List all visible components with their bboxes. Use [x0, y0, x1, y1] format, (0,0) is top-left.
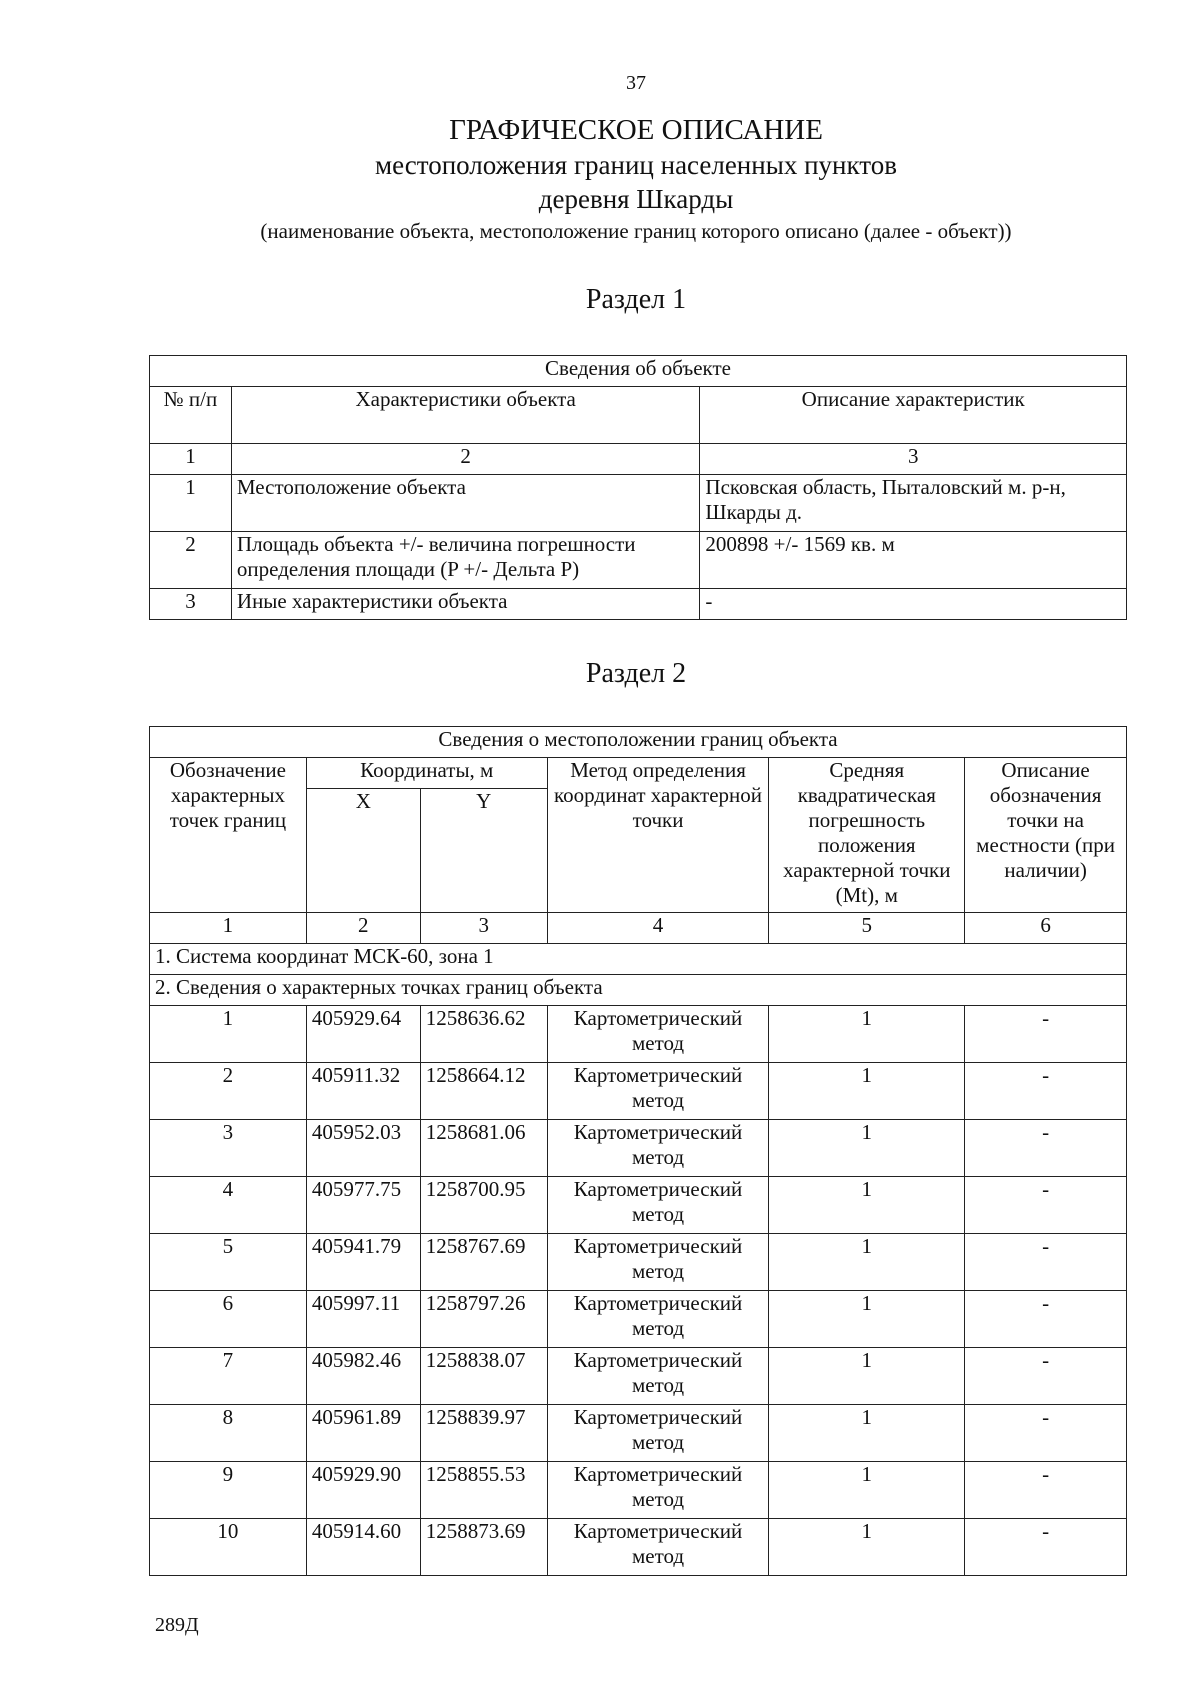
section1-heading: Раздел 1: [585, 284, 687, 315]
row-number: 1: [150, 475, 232, 532]
point-description: -: [965, 1120, 1127, 1177]
column-header-x: X: [306, 789, 420, 913]
coord-y: 1258873.69: [420, 1519, 547, 1576]
method: Картометрический метод: [547, 1120, 769, 1177]
column-header-coords: Координаты, м: [306, 758, 547, 789]
point-description: -: [965, 1234, 1127, 1291]
method: Картометрический метод: [547, 1519, 769, 1576]
object-name: деревня Шкарды: [538, 184, 734, 214]
point-number: 2: [150, 1063, 307, 1120]
coord-x: 405914.60: [306, 1519, 420, 1576]
mt-error: 1: [769, 1177, 965, 1234]
table-row: [150, 1234, 1127, 1291]
coordinate-system-row: 1. Система координат МСК-60, зона 1: [150, 944, 1127, 975]
point-description: -: [965, 1063, 1127, 1120]
coord-y: 1258855.53: [420, 1462, 547, 1519]
coord-y: 1258664.12: [420, 1063, 547, 1120]
column-number: 5: [769, 913, 965, 944]
boundary-points-table: [149, 726, 1127, 1576]
method: Картометрический метод: [547, 1348, 769, 1405]
section2-heading: Раздел 2: [585, 658, 687, 689]
point-number: 3: [150, 1120, 307, 1177]
document-subtitle: местоположения границ населенных пунктов: [375, 150, 897, 180]
method: Картометрический метод: [547, 1405, 769, 1462]
point-description: -: [965, 1519, 1127, 1576]
table-title: Сведения о местоположении границ объекта: [150, 727, 1127, 758]
column-number: 1: [150, 913, 307, 944]
document-code: 289Д: [155, 1614, 199, 1636]
object-info-table: [149, 355, 1127, 620]
method: Картометрический метод: [547, 1177, 769, 1234]
table-row: [150, 1348, 1127, 1405]
coord-x: 405982.46: [306, 1348, 420, 1405]
table-row: [150, 1405, 1127, 1462]
table-row: [150, 532, 1127, 589]
coord-y: 1258681.06: [420, 1120, 547, 1177]
coord-x: 405961.89: [306, 1405, 420, 1462]
mt-error: 1: [769, 1120, 965, 1177]
points-body: [150, 1006, 1127, 1576]
mt-error: 1: [769, 1462, 965, 1519]
mt-error: 1: [769, 1519, 965, 1576]
point-description: -: [965, 1291, 1127, 1348]
point-description: -: [965, 1006, 1127, 1063]
mt-error: 1: [769, 1348, 965, 1405]
mt-error: 1: [769, 1063, 965, 1120]
column-header-method: Метод определения координат характерной точки: [547, 758, 769, 913]
mt-error: 1: [769, 1291, 965, 1348]
method: Картометрический метод: [547, 1063, 769, 1120]
point-number: 6: [150, 1291, 307, 1348]
coord-y: 1258838.07: [420, 1348, 547, 1405]
coord-x: 405929.64: [306, 1006, 420, 1063]
point-number: 7: [150, 1348, 307, 1405]
table-row: [150, 475, 1127, 532]
characteristic-name: Площадь объекта +/- величина погрешности определения площади (P +/- Дельта P): [231, 532, 700, 589]
method: Картометрический метод: [547, 1234, 769, 1291]
point-description: -: [965, 1405, 1127, 1462]
method: Картометрический метод: [547, 1291, 769, 1348]
points-heading-row: 2. Сведения о характерных точках границ объекта: [150, 975, 1127, 1006]
mt-error: 1: [769, 1234, 965, 1291]
coord-x: 405941.79: [306, 1234, 420, 1291]
object-note: (наименование объекта, местоположение границ которого описано (далее - объект)): [260, 219, 1012, 243]
column-number: 1: [150, 444, 232, 475]
point-description: -: [965, 1462, 1127, 1519]
coord-y: 1258767.69: [420, 1234, 547, 1291]
table-row: [150, 589, 1127, 620]
column-number: 2: [231, 444, 700, 475]
coord-y: 1258700.95: [420, 1177, 547, 1234]
coord-y: 1258636.62: [420, 1006, 547, 1063]
table-row: [150, 1291, 1127, 1348]
coord-y: 1258797.26: [420, 1291, 547, 1348]
document-title: ГРАФИЧЕСКОЕ ОПИСАНИЕ: [449, 114, 823, 146]
table-row: [150, 1519, 1127, 1576]
column-header-point: Обозначение характерных точек границ: [150, 758, 307, 913]
column-header-description: Описание обозначения точки на местности (при наличии): [965, 758, 1127, 913]
coord-x: 405977.75: [306, 1177, 420, 1234]
table-row: [150, 1120, 1127, 1177]
row-number: 2: [150, 532, 232, 589]
column-header-error: Средняя квадратическая погрешность положения характерной точки (Mt), м: [769, 758, 965, 913]
coord-x: 405929.90: [306, 1462, 420, 1519]
table-row: [150, 1006, 1127, 1063]
characteristic-value: 200898 +/- 1569 кв. м: [700, 532, 1127, 589]
table-row: [150, 1462, 1127, 1519]
point-number: 1: [150, 1006, 307, 1063]
column-header: Описание характеристик: [700, 387, 1127, 444]
method: Картометрический метод: [547, 1462, 769, 1519]
mt-error: 1: [769, 1405, 965, 1462]
point-number: 9: [150, 1462, 307, 1519]
characteristic-value: -: [700, 589, 1127, 620]
column-header: № п/п: [150, 387, 232, 444]
characteristic-name: Местоположение объекта: [231, 475, 700, 532]
table-row: [150, 1063, 1127, 1120]
column-header: Характеристики объекта: [231, 387, 700, 444]
characteristic-value: Псковская область, Пыталовский м. р-н, Шкарды д.: [700, 475, 1127, 532]
point-description: -: [965, 1348, 1127, 1405]
coord-x: 405911.32: [306, 1063, 420, 1120]
column-number: 3: [420, 913, 547, 944]
coord-x: 405952.03: [306, 1120, 420, 1177]
column-number: 3: [700, 444, 1127, 475]
column-number: 4: [547, 913, 769, 944]
point-number: 4: [150, 1177, 307, 1234]
coord-x: 405997.11: [306, 1291, 420, 1348]
characteristic-name: Иные характеристики объекта: [231, 589, 700, 620]
column-number: 2: [306, 913, 420, 944]
point-number: 8: [150, 1405, 307, 1462]
point-description: -: [965, 1177, 1127, 1234]
row-number: 3: [150, 589, 232, 620]
mt-error: 1: [769, 1006, 965, 1063]
title-block: [0, 112, 1200, 246]
point-number: 5: [150, 1234, 307, 1291]
table-row: [150, 1177, 1127, 1234]
column-header-y: Y: [420, 789, 547, 913]
table-title: Сведения об объекте: [150, 356, 1127, 387]
page-number: 37: [626, 72, 646, 94]
column-number: 6: [965, 913, 1127, 944]
point-number: 10: [150, 1519, 307, 1576]
coord-y: 1258839.97: [420, 1405, 547, 1462]
method: Картометрический метод: [547, 1006, 769, 1063]
